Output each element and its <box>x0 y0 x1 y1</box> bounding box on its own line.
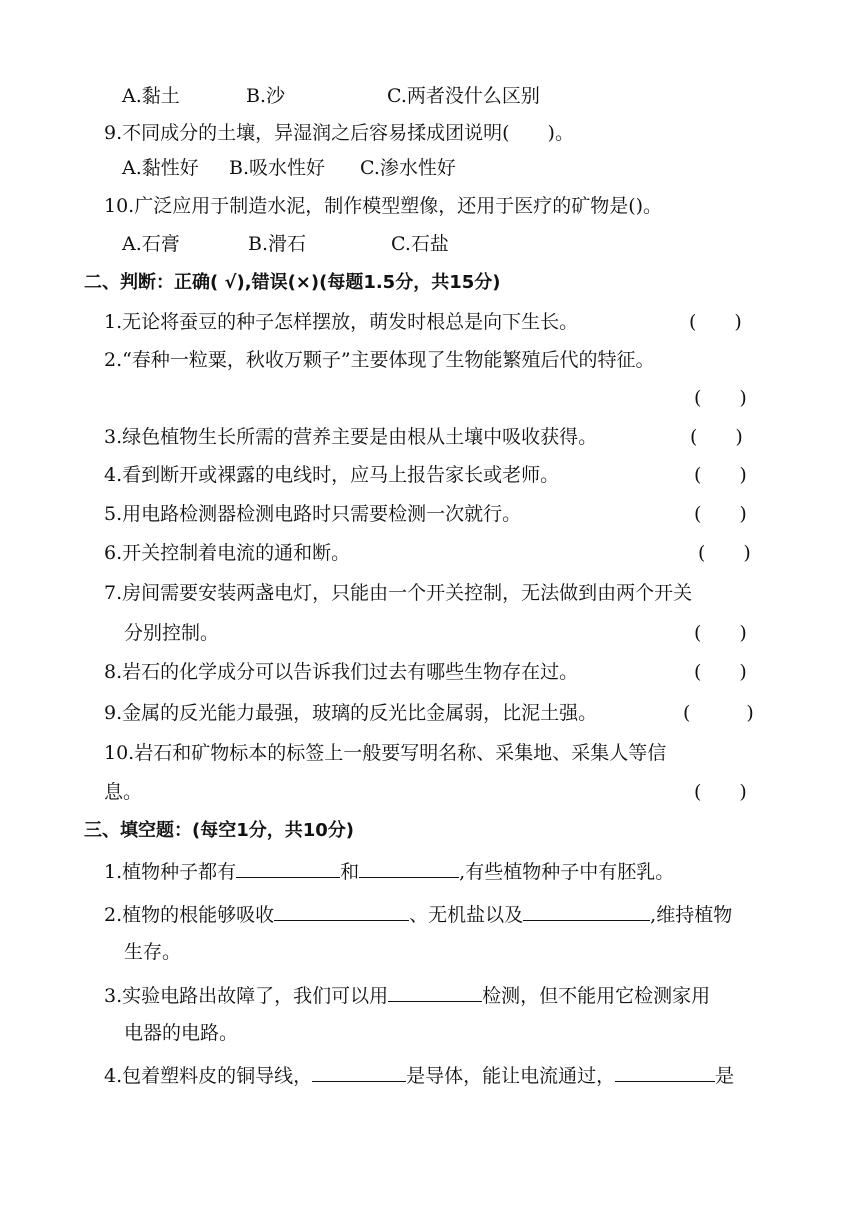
judge-item-6: 6.开关控制着电流的通和断。 <box>104 542 351 564</box>
section2-heading: 二、判断：正确( √),错误(×)(每题1.5分，共15分) <box>84 272 501 293</box>
judge-answer-2[interactable]: ( ) <box>694 387 747 409</box>
fill-blank[interactable] <box>274 900 409 921</box>
q9-stem: 9.不同成分的土壤，异湿润之后容易揉成团说明( )。 <box>104 122 574 144</box>
section3-heading: 三、填空题：(每空1分，共10分) <box>84 820 355 841</box>
fill-item-2-cont: 生存。 <box>124 941 182 963</box>
q8-option-a: A.黏土 <box>122 85 180 107</box>
fill-blank[interactable] <box>523 900 650 921</box>
judge-answer-5[interactable]: ( ) <box>694 503 747 525</box>
q10-option-c: C.石盐 <box>391 233 449 255</box>
judge-item-9: 9.金属的反光能力最强，玻璃的反光比金属弱，比泥土强。 <box>104 702 598 724</box>
judge-answer-3[interactable]: ( ) <box>690 426 743 448</box>
fill-blank[interactable] <box>312 1061 406 1082</box>
judge-answer-7[interactable]: ( ) <box>694 622 747 644</box>
judge-answer-1[interactable]: ( ) <box>689 311 742 333</box>
judge-answer-8[interactable]: ( ) <box>694 661 747 683</box>
q10-option-a: A.石膏 <box>122 233 180 255</box>
judge-answer-9[interactable]: ( ) <box>683 702 760 724</box>
judge-answer-4[interactable]: ( ) <box>694 464 747 486</box>
judge-item-10: 10.岩石和矿物标本的标签上一般要写明名称、采集地、采集人等信 <box>104 742 667 764</box>
q9-option-a: A.黏性好 <box>122 157 199 179</box>
judge-item-7: 7.房间需要安装两盏电灯，只能由一个开关控制，无法做到由两个开关 <box>104 582 693 604</box>
fill-blank[interactable] <box>359 857 459 878</box>
fill-item-3: 3.实验电路出故障了，我们可以用 检测，但不能用它检测家用 <box>104 981 710 1009</box>
q10-option-b: B.滑石 <box>248 233 307 255</box>
fill-blank[interactable] <box>388 981 482 1002</box>
fill-blank[interactable] <box>615 1061 715 1082</box>
q9-option-c: C.渗水性好 <box>360 157 456 179</box>
fill-item-4: 4.包着塑料皮的铜导线， 是导体，能让电流通过， 是 <box>104 1061 734 1089</box>
judge-answer-10[interactable]: ( ) <box>694 781 747 803</box>
judge-answer-6[interactable]: ( ) <box>698 542 751 564</box>
fill-item-3-cont: 电器的电路。 <box>124 1022 239 1044</box>
q8-option-b: B.沙 <box>246 85 286 107</box>
fill-blank[interactable] <box>236 857 340 878</box>
judge-item-8: 8.岩石的化学成分可以告诉我们过去有哪些生物存在过。 <box>104 661 579 683</box>
judge-item-3: 3.绿色植物生长所需的营养主要是由根从土壤中吸收获得。 <box>104 426 598 448</box>
judge-item-10-cont: 息。 <box>104 781 143 803</box>
judge-item-1: 1.无论将蚕豆的种子怎样摆放，萌发时根总是向下生长。 <box>104 311 579 333</box>
q10-stem: 10.广泛应用于制造水泥，制作模型塑像，还用于医疗的矿物是()。 <box>104 195 663 217</box>
q8-option-c: C.两者没什么区别 <box>387 85 540 107</box>
fill-item-1: 1.植物种子都有 和 ,有些植物种子中有胚乳。 <box>104 857 674 885</box>
q9-option-b: B.吸水性好 <box>229 157 326 179</box>
judge-item-2: 2.“春种一粒粟，秋收万颗子”主要体现了生物能繁殖后代的特征。 <box>104 349 655 371</box>
fill-item-2: 2.植物的根能够吸收 、无机盐以及 ,维持植物 <box>104 900 732 928</box>
judge-item-7-cont: 分别控制。 <box>124 622 220 644</box>
judge-item-5: 5.用电路检测器检测电路时只需要检测一次就行。 <box>104 503 522 525</box>
judge-item-4: 4.看到断开或裸露的电线时，应马上报告家长或老师。 <box>104 464 560 486</box>
